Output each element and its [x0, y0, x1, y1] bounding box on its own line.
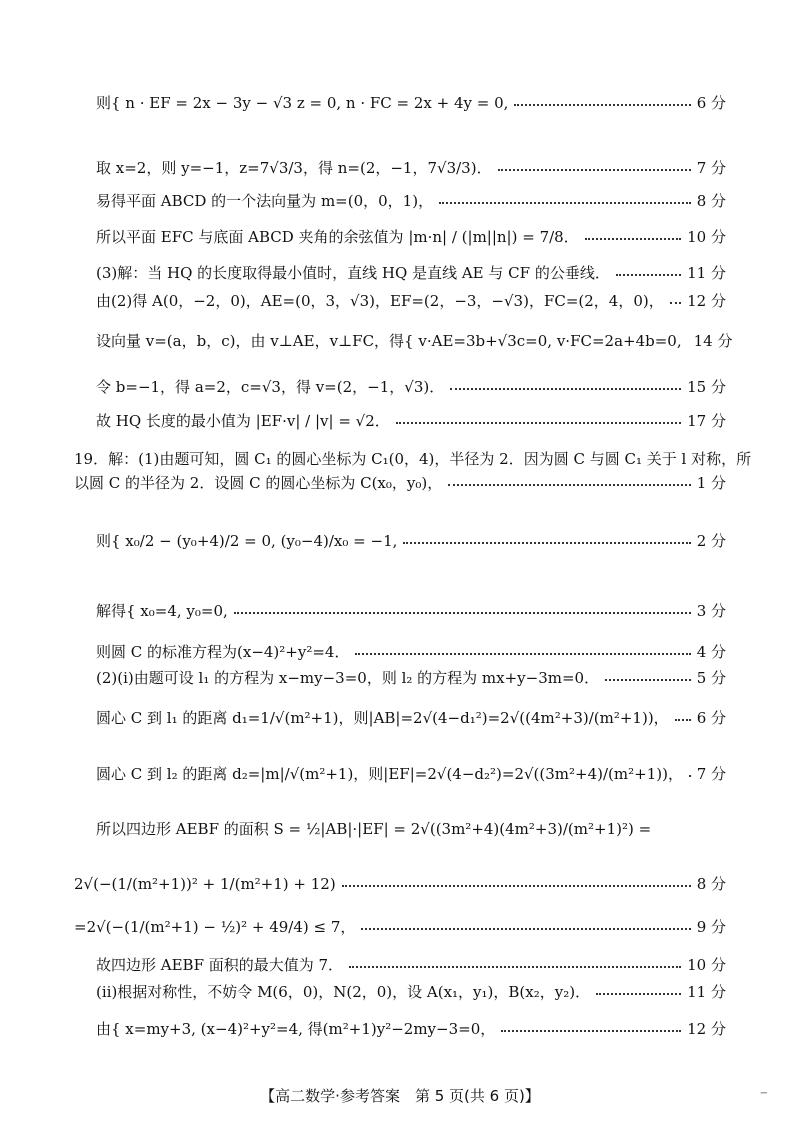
dot-leader [675, 719, 691, 721]
score-mark: 11 分 [687, 264, 726, 282]
dot-leader [498, 169, 691, 171]
line-text: (ⅱ)根据对称性，不妨令 M(6，0)，N(2，0)，设 A(x₁，y₁)，B(x₂，y₂)． [96, 983, 591, 1001]
score-mark: 6 分 [696, 94, 726, 112]
score-mark: 1 分 [696, 474, 726, 492]
answer-line-9 [96, 410, 726, 431]
answer-line-17 [96, 763, 726, 784]
answer-line-20 [74, 916, 726, 937]
line-text: 设向量 v=(a，b，c)，由 v⊥AE，v⊥FC，得{ v·AE=3b+√3c=0, v·FC=2a+4b=0, [96, 332, 682, 350]
score-mark: 10 分 [687, 228, 726, 246]
dot-leader [439, 202, 691, 204]
answer-line-8 [96, 376, 726, 397]
score-mark: 4 分 [696, 643, 726, 661]
score-mark: 8 分 [696, 192, 726, 210]
score-mark: 12 分 [687, 1020, 726, 1038]
line-text: 解得{ x₀=4, y₀=0, [96, 602, 228, 620]
answer-line-4 [96, 226, 726, 247]
dot-leader [450, 388, 681, 390]
score-mark: 7 分 [696, 159, 726, 177]
dot-leader [514, 104, 690, 106]
answer-line-12 [96, 530, 726, 551]
answer-line-21 [96, 954, 726, 975]
answer-line-11 [74, 472, 726, 493]
line-text: 所以平面 EFC 与底面 ABCD 夹角的余弦值为 |m·n| / (|m||n|) = 7/8． [96, 228, 579, 246]
dot-leader [342, 885, 691, 887]
score-mark: 8 分 [696, 875, 726, 893]
line-text: 以圆 C 的半径为 2．设圆 C 的圆心坐标为 C(x₀，y₀)， [74, 474, 443, 492]
line-text: 故四边形 AEBF 面积的最大值为 7． [96, 956, 344, 974]
line-text: 2√(−(1/(m²+1))² + 1/(m²+1) + 12) [74, 874, 336, 893]
line-text: 易得平面 ABCD 的一个法向量为 m=(0，0，1)， [96, 192, 434, 210]
dot-leader [234, 612, 691, 614]
dot-leader [403, 542, 690, 544]
dot-leader [596, 993, 681, 995]
dot-leader [501, 1030, 681, 1032]
score-mark: 11 分 [687, 983, 726, 1001]
dot-leader [355, 653, 690, 655]
line-text: 则圆 C 的标准方程为(x−4)²+y²=4． [96, 643, 350, 661]
score-mark: 5 分 [696, 669, 726, 687]
dot-leader [361, 928, 690, 930]
answer-line-5 [96, 262, 726, 283]
score-mark: 10 分 [687, 956, 726, 974]
score-mark: 9 分 [696, 918, 726, 936]
line-text: 由{ x=my+3, (x−4)²+y²=4, 得(m²+1)y²−2my−3=0， [96, 1020, 496, 1038]
line-text: 19．解：(1)由题可知，圆 C₁ 的圆心坐标为 C₁(0，4)，半径为 2．因为圆 C 与圆 C₁ 关于 l 对称，所 [74, 450, 752, 468]
answer-line-6 [96, 290, 726, 311]
line-text: 取 x=2，则 y=−1，z=7√3/3，得 n=(2，−1，7√3/3)． [96, 159, 492, 177]
question-19-intro [74, 448, 752, 469]
answer-line-1 [96, 92, 726, 113]
dot-leader [349, 966, 681, 968]
dot-leader [448, 484, 690, 486]
dot-leader [616, 274, 681, 276]
answer-line-3 [96, 190, 726, 211]
answer-line-2 [96, 157, 726, 178]
line-text: 则{ n · EF = 2x − 3y − √3 z = 0, n · FC = 2x + 4y = 0, [96, 94, 509, 112]
dot-leader [585, 238, 681, 240]
answer-line-7 [96, 330, 733, 351]
answer-line-22 [96, 981, 726, 1002]
page-footer: 【高二数学·参考答案 第 5 页(共 6 页)】 [260, 1087, 540, 1105]
answer-line-15 [96, 667, 726, 688]
answer-line-13 [96, 600, 726, 621]
line-text: 由(2)得 A(0，−2，0)，AE=(0，3，√3)，EF=(2，−3，−√3)，FC=(2，4，0)， [96, 292, 664, 310]
score-mark: 15 分 [687, 378, 726, 396]
dot-leader [689, 775, 691, 777]
line-text: 圆心 C 到 l₁ 的距离 d₁=1/√(m²+1)，则|AB|=2√(4−d₁²)=2√((4m²+3)/(m²+1))， [96, 709, 669, 727]
score-mark: 7 分 [696, 765, 726, 783]
answer-line-23 [96, 1018, 726, 1039]
score-mark: 17 分 [687, 412, 726, 430]
score-mark: 14 分 [693, 332, 733, 350]
line-text: 则{ x₀/2 − (y₀+4)/2 = 0, (y₀−4)/x₀ = −1, [96, 532, 398, 550]
score-mark: 2 分 [696, 532, 726, 550]
line-text: =2√(−(1/(m²+1) − ½)² + 49/4) ≤ 7， [74, 918, 356, 936]
line-text: 圆心 C 到 l₂ 的距离 d₂=|m|/√(m²+1)，则|EF|=2√(4−d₂²)=2√((3m²+4)/(m²+1))， [96, 765, 683, 783]
answer-line-16 [96, 707, 726, 728]
corner-mark: − [759, 1088, 768, 1099]
line-text: 故 HQ 长度的最小值为 |EF·v| / |v| = √2． [96, 412, 390, 430]
answer-line-18 [96, 818, 726, 839]
line-text: 令 b=−1，得 a=2，c=√3，得 v=(2，−1，√3)． [96, 378, 445, 396]
answer-line-19 [74, 873, 726, 894]
dot-leader [670, 302, 681, 304]
score-mark: 12 分 [687, 292, 726, 310]
score-mark: 3 分 [696, 602, 726, 620]
dot-leader [605, 679, 691, 681]
answer-line-14 [96, 641, 726, 662]
dot-leader [396, 422, 681, 424]
score-mark: 6 分 [696, 709, 726, 727]
line-text: (2)(ⅰ)由题可设 l₁ 的方程为 x−my−3=0，则 l₂ 的方程为 mx+y−3m=0． [96, 669, 600, 687]
line-text: 所以四边形 AEBF 的面积 S = ½|AB|·|EF| = 2√((3m²+4)(4m²+3)/(m²+1)²) = [96, 820, 652, 838]
line-text: (3)解：当 HQ 的长度取得最小值时，直线 HQ 是直线 AE 与 CF 的公垂线． [96, 264, 610, 282]
